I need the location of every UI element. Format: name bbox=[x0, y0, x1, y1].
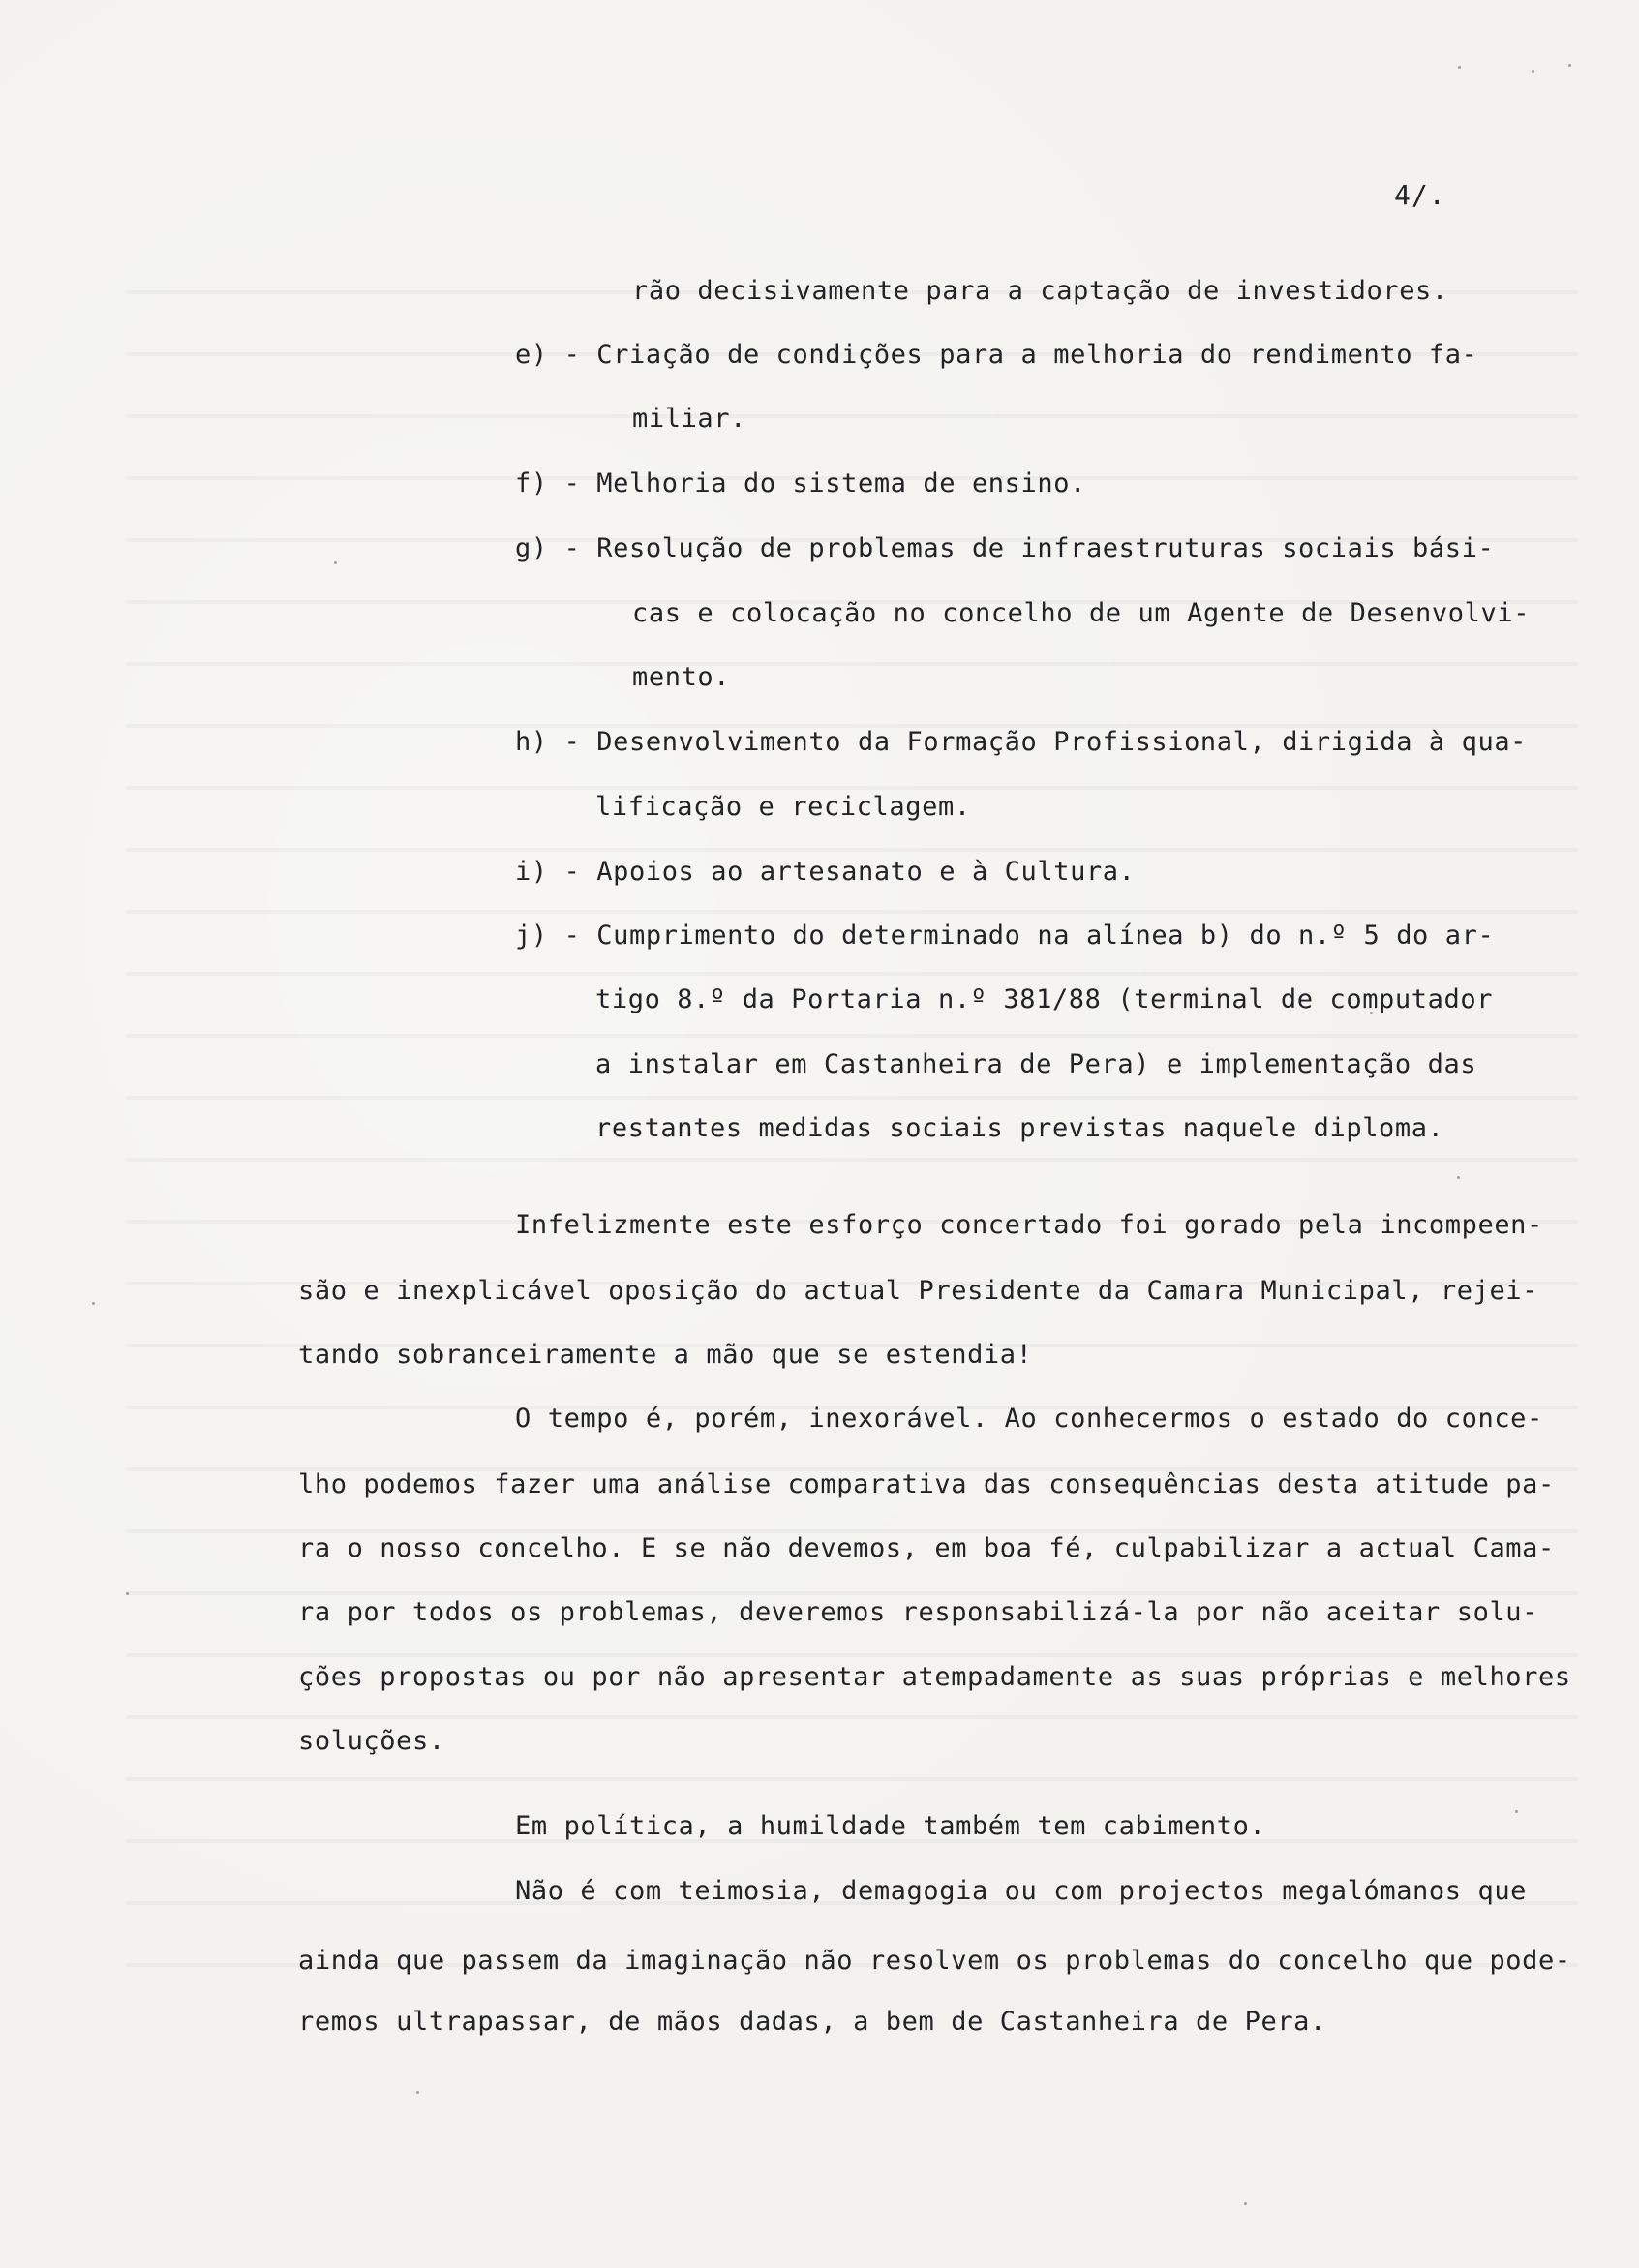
page-number: 4/. bbox=[1394, 179, 1446, 211]
paper-speck bbox=[1370, 1012, 1373, 1014]
paragraph-line: lho podemos fazer uma análise comparativa das consequências desta atitude pa- bbox=[298, 1469, 1555, 1499]
text-line: lificação e reciclagem. bbox=[595, 792, 971, 822]
paper-speck bbox=[92, 1302, 95, 1305]
paragraph-line: Em política, a humildade também tem cabimento. bbox=[515, 1811, 1266, 1841]
paragraph-line: são e inexplicável oposição do actual Presidente da Camara Municipal, rejei- bbox=[298, 1276, 1539, 1306]
paragraph-line: O tempo é, porém, inexorável. Ao conhecermos o estado do conce- bbox=[515, 1404, 1543, 1434]
text-line: restantes medidas sociais previstas naquele diploma. bbox=[595, 1113, 1444, 1143]
text-line: a instalar em Castanheira de Pera) e implementação das bbox=[595, 1049, 1477, 1079]
paper-speck bbox=[416, 2091, 419, 2094]
text-line: miliar. bbox=[632, 404, 746, 434]
paper-speck bbox=[1532, 70, 1534, 73]
paper-speck bbox=[1244, 2202, 1247, 2205]
text-line: cas e colocação no concelho de um Agente de Desenvolvi- bbox=[632, 598, 1531, 628]
paper-speck bbox=[1457, 1176, 1460, 1179]
paper-speck bbox=[1568, 64, 1571, 67]
paragraph-line: Infelizmente este esforço concertado foi gorado pela incompeen- bbox=[515, 1210, 1543, 1240]
paragraph-line: tando sobranceiramente a mão que se estendia! bbox=[298, 1340, 1033, 1370]
list-item-j: j) - Cumprimento do determinado na alínea b) do n.º 5 do ar- bbox=[515, 921, 1495, 951]
paper-speck bbox=[334, 561, 337, 564]
text-line: mento. bbox=[632, 662, 731, 692]
paper-speck bbox=[1458, 66, 1461, 69]
list-item-f: f) - Melhoria do sistema de ensino. bbox=[515, 469, 1086, 499]
list-item-i: i) - Apoios ao artesanato e à Cultura. bbox=[515, 857, 1136, 887]
text-line: rão decisivamente para a captação de investidores. bbox=[632, 276, 1448, 306]
paragraph-line: ra o nosso concelho. E se não devemos, em boa fé, culpabilizar a actual Cama- bbox=[298, 1533, 1555, 1563]
list-item-e: e) - Criação de condições para a melhoria do rendimento fa- bbox=[515, 340, 1478, 370]
paragraph-line: remos ultrapassar, de mãos dadas, a bem de Castanheira de Pera. bbox=[298, 2007, 1326, 2037]
list-item-g: g) - Resolução de problemas de infraestruturas sociais bási- bbox=[515, 533, 1495, 563]
paragraph-line: Não é com teimosia, demagogia ou com projectos megalómanos que bbox=[515, 1876, 1528, 1906]
paper-speck bbox=[1515, 1810, 1518, 1813]
list-item-h: h) - Desenvolvimento da Formação Profissional, dirigida à qua- bbox=[515, 727, 1528, 757]
text-line: tigo 8.º da Portaria n.º 381/88 (terminal de computador bbox=[595, 984, 1494, 1014]
paper-speck bbox=[126, 1592, 129, 1595]
paragraph-line: ções propostas ou por não apresentar atempadamente as suas próprias e melhores bbox=[298, 1662, 1571, 1692]
paragraph-line: ra por todos os problemas, deveremos responsabilizá-la por não aceitar solu- bbox=[298, 1597, 1539, 1627]
paragraph-line: ainda que passem da imaginação não resolvem os problemas do concelho que pode- bbox=[298, 1946, 1571, 1976]
paragraph-line: soluções. bbox=[298, 1726, 445, 1756]
